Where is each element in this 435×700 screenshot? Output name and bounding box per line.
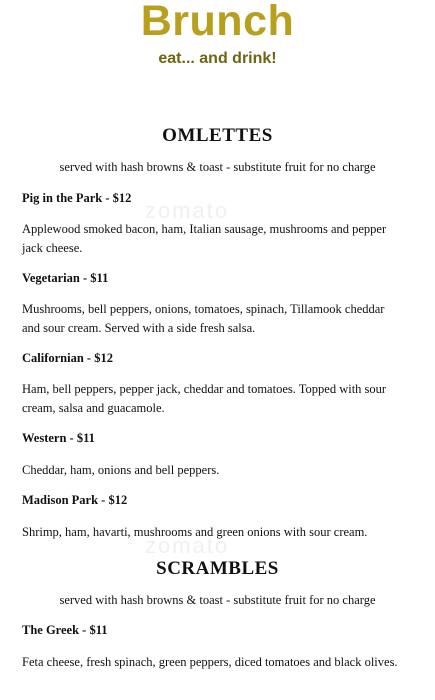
menu-item-name: Madison Park - $12 — [22, 493, 128, 507]
menu-item-name: Vegetarian - $11 — [22, 271, 109, 285]
section-note-omlettes: served with hash browns & toast - substitute fruit for no charge — [59, 160, 376, 174]
menu-item-description: Mushrooms, bell peppers, onions, tomatoes, spinach, Tillamook cheddar and sour cream. Served with a side fresh salsa. — [22, 302, 385, 335]
brunch-title: Brunch — [140, 0, 295, 45]
menu-item-name: Californian - $12 — [22, 351, 113, 365]
menu-item-description: Applewood smoked bacon, ham, Italian sausage, mushrooms and pepper jack cheese. — [22, 222, 387, 255]
section-title-omlettes: OMLETTES — [162, 125, 273, 146]
menu-header — [0, 0, 435, 68]
menu-item-description: Feta cheese, fresh spinach, green peppers, diced tomatoes and black olives. — [22, 655, 398, 669]
menu-item-name: The Greek - $11 — [22, 623, 108, 637]
zomato-watermark: zomato — [145, 198, 230, 223]
menu-item-description: Ham, bell peppers, pepper jack, cheddar and tomatoes. Topped with sour cream, salsa and guacamole. — [22, 382, 387, 415]
section-title-scrambles: SCRAMBLES — [156, 558, 279, 579]
menu-item-description: Shrimp, ham, havarti, mushrooms and green onions with sour cream. — [22, 525, 368, 539]
menu-item-name: Western - $11 — [22, 431, 95, 445]
menu-item-name: Pig in the Park - $12 — [22, 191, 132, 205]
menu-item-description: Cheddar, ham, onions and bell peppers. — [22, 463, 220, 477]
section-note-scrambles: served with hash browns & toast - substitute fruit for no charge — [59, 593, 376, 607]
zomato-watermark: zomato — [145, 533, 230, 558]
brunch-tagline: eat... and drink! — [158, 50, 277, 67]
